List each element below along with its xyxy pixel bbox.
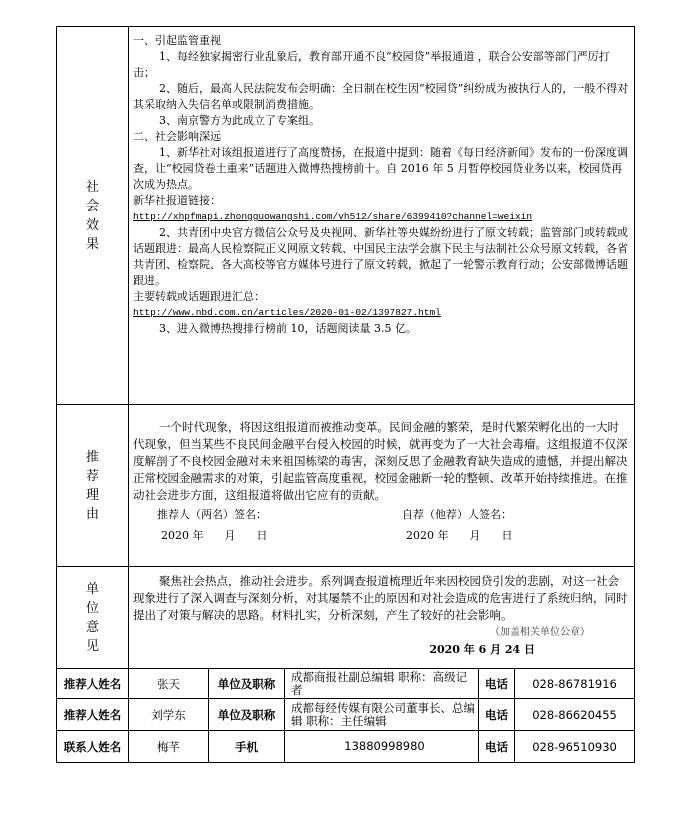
effect-item: 3、进入微博热搜排行榜前 10，话题阅读量 3.5 亿。 xyxy=(159,322,417,335)
effect-item: 3、南京警方为此成立了专案组。 xyxy=(159,114,320,127)
social-effect-content xyxy=(129,27,635,405)
link-caption: 主要转载或话题跟进汇总： xyxy=(133,290,265,303)
person-name: 刘学东 xyxy=(129,699,209,731)
self-recommender-signature: 自荐（他荐）人签名： xyxy=(402,508,512,521)
social-effect-row xyxy=(57,27,635,405)
effect-item: 1、新华社对该组报道进行了高度赞扬，在报道中提到：随着《每日经济新闻》发布的一份深度调查，让“校园贷卷土重来”话题进入微博热搜榜前十。自 2016 年 5 月暂停校园贷业务以来，校园贷再次成为热点。 xyxy=(133,146,628,191)
award-form-table xyxy=(56,26,635,763)
reason-text: 一个时代现象，将因这组报道而被推动变革。民间金融的繁荣，是时代繁荣孵化出的一大时代现象，但当某些不良民间金融平台侵入校园的时候，就再变为了一大社会毒瘤。这组报道不仅深度解剖了不良校园金融对未来祖国栋梁的毒害，深刻反思了金融教育缺失造成的遗憾，并提出解决正常校园金融需求的对策，引起监管高度重视，校园金融新一轮的整顿、改革开始持续推进。在推动社会进步方面，这组报道将做出它应有的贡献。 xyxy=(133,420,628,502)
phone-label: 电话 xyxy=(479,669,515,699)
unit-opinion-text: 聚焦社会热点，推动社会进步。系列调查报道梳理近年来因校园贷引发的悲剧，对这一社会现象进行了深入调查与深刻分析，对其屡禁不止的原因和对社会造成的危害进行了系统归纳，同时提出了对策与解决的思路。材料扎实，分析深刻，产生了较好的社会影响。 xyxy=(133,574,628,622)
xinhua-link[interactable]: http://xhpfmapi.zhongguowangshi.com/vh512/share/6399410?channel=weixin xyxy=(133,211,533,222)
link-caption: 新华社报道链接： xyxy=(133,194,221,207)
unit-label: 单位及职称 xyxy=(209,669,285,699)
nbd-link[interactable]: http://www.nbd.com.cn/articles/2020-01-02/1397827.html xyxy=(133,307,441,318)
unit-label: 单位及职称 xyxy=(209,699,285,731)
person-phone: 028-96510930 xyxy=(515,731,635,763)
phone-label: 电话 xyxy=(479,699,515,731)
role-label: 推荐人姓名 xyxy=(57,669,129,699)
person-phone: 028-86781916 xyxy=(515,669,635,699)
mobile-number: 13880998980 xyxy=(285,731,479,763)
phone-label: 电话 xyxy=(479,731,515,763)
person-row xyxy=(57,669,635,699)
effect-item: 2、共青团中央官方微信公众号及央视网、新华社等央媒纷纷进行了原文转载；监管部门或转载或话题跟进：最高人民检察院正义网原文转载、中国民主法学会旗下民主与法制社公众号原文转载，各省共青团、检察院、各大高校等官方媒体号进行了原文转载，掀起了一轮警示教育行动；公安部微博话题跟进。 xyxy=(133,226,628,287)
person-name: 张天 xyxy=(129,669,209,699)
person-unit: 成都商报社副总编辑 职称：高级记者 xyxy=(285,669,479,699)
role-label: 联系人姓名 xyxy=(57,731,129,763)
date-row xyxy=(161,527,630,544)
person-unit: 成都每经传媒有限公司董事长、总编辑 职称：主任编辑 xyxy=(285,699,479,731)
reason-label: 推 荐 理 由 xyxy=(57,405,129,567)
reason-content xyxy=(129,405,635,567)
stamp-note: （加盖相关单位公章） xyxy=(490,627,591,638)
role-label: 推荐人姓名 xyxy=(57,699,129,731)
person-name: 梅芊 xyxy=(129,731,209,763)
reason-row xyxy=(57,405,635,567)
unit-opinion-row xyxy=(57,567,635,669)
signature-row xyxy=(157,506,630,523)
section-heading: 二、社会影响深远 xyxy=(133,130,221,143)
unit-label: 手机 xyxy=(209,731,285,763)
unit-opinion-label: 单 位 意 见 xyxy=(57,567,129,669)
unit-opinion-date: 2020 年 6 月 24 日 xyxy=(429,643,536,656)
self-recommender-date: 2020 年 月 日 xyxy=(406,529,513,542)
unit-opinion-content xyxy=(129,567,635,669)
effect-item: 1、每经独家揭密行业乱象后，教育部开通不良“校园贷”举报通道 ，联合公安部等部门严厉打击； xyxy=(133,50,610,79)
person-phone: 028-86620455 xyxy=(515,699,635,731)
effect-item: 2、随后，最高人民法院发布会明确：全日制在校生因“校园贷”纠纷成为被执行人的，一般不得对其采取纳入失信名单或限制消费措施。 xyxy=(133,82,629,111)
person-row xyxy=(57,699,635,731)
recommender-signature: 推荐人（两名）签名： xyxy=(157,508,267,521)
section-heading: 一、引起监管重视 xyxy=(133,34,221,47)
contact-row xyxy=(57,731,635,763)
social-effect-label: 社 会 效 果 xyxy=(57,27,129,405)
recommender-date: 2020 年 月 日 xyxy=(161,529,268,542)
